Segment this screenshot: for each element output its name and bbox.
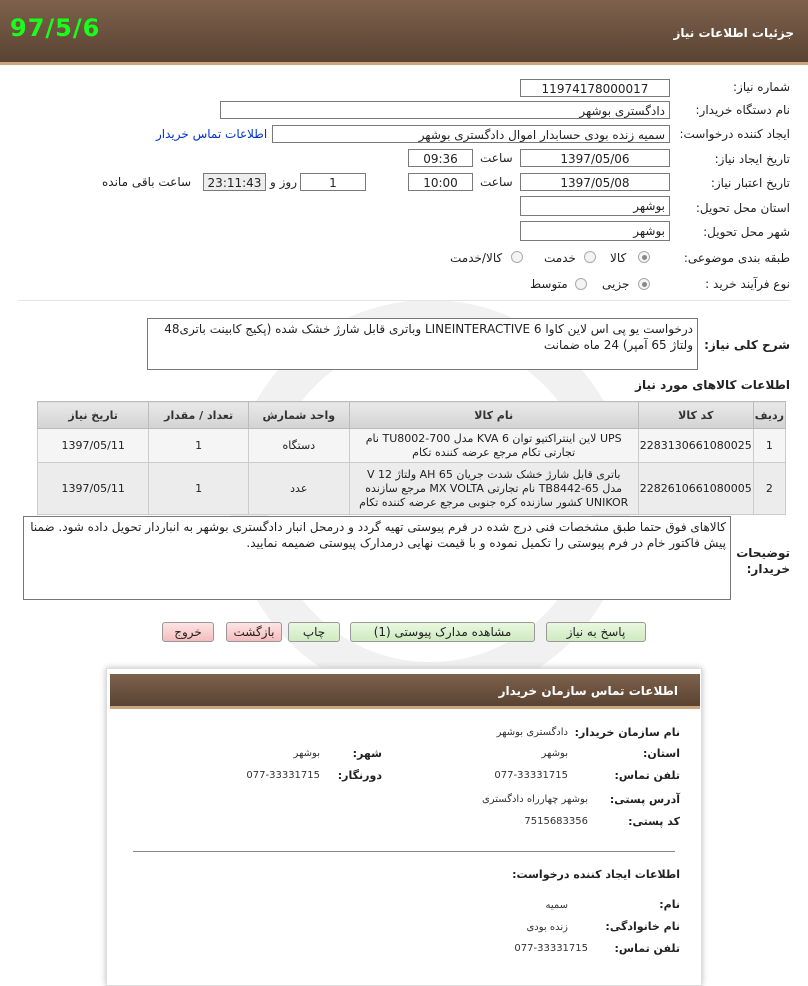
- category-label: طبقه بندی موضوعی:: [683, 251, 790, 265]
- goods-table: [37, 401, 786, 515]
- contact-postal-label: کد پستی:: [628, 815, 680, 828]
- province-label: استان محل تحویل:: [695, 201, 790, 215]
- print-button[interactable]: چاپ: [288, 622, 340, 642]
- col-unit: واحد شمارش: [248, 402, 349, 429]
- buyer-contact-link[interactable]: اطلاعات تماس خریدار: [156, 127, 268, 141]
- contact-province-value: بوشهر: [541, 748, 568, 759]
- creator-name-value: سمیه: [545, 900, 568, 911]
- buyer-org-label: نام دستگاه خریدار:: [695, 103, 790, 117]
- contact-phone-label: تلفن تماس:: [614, 769, 680, 782]
- reply-button[interactable]: پاسخ به نیاز: [546, 622, 646, 642]
- city-label: شهر محل تحویل:: [703, 225, 790, 239]
- item-name: UPS لاین اینتراکتیو توان 6 KVA مدل TU8002-700 نام تجارتی تکام مرجع عرضه کننده تکام: [349, 429, 638, 463]
- date-stamp: 97/5/6: [10, 14, 101, 42]
- col-row: ردیف: [753, 402, 785, 429]
- valid-date-field: 1397/05/08: [520, 173, 670, 191]
- buyer-org-field: دادگستری بوشهر: [220, 101, 670, 119]
- back-button[interactable]: بازگشت: [226, 622, 282, 642]
- valid-time-label: ساعت: [480, 175, 513, 189]
- contact-postal-value: 7515683356: [524, 816, 588, 827]
- city-field: بوشهر: [520, 221, 670, 241]
- col-name: نام کالا: [349, 402, 638, 429]
- remaining-time-field: 23:11:43: [203, 173, 266, 191]
- item-date: 1397/05/11: [38, 429, 149, 463]
- contact-panel: [106, 668, 702, 986]
- category-radio-service[interactable]: [584, 251, 596, 263]
- creator-lastname-label: نام خانوادگی:: [605, 920, 680, 933]
- category-goods-label: کالا: [610, 251, 627, 265]
- requester-field: سمیه زنده بودی حسابدار اموال دادگستری بوشهر: [272, 125, 670, 143]
- table-row: [38, 463, 786, 515]
- item-name: باتری قابل شارژ خشک شدت جریان 65 AH ولتاژ 12 V مدل TB8442-65 نام تجارتی MX VOLTA مرجع سازنده UNIKOR کشور سازنده کره جنوبی مرجع عرضه کننده تکام: [349, 463, 638, 515]
- create-time-label: ساعت: [480, 151, 513, 165]
- requester-label: ایجاد کننده درخواست:: [679, 127, 790, 141]
- attachments-button[interactable]: مشاهده مدارک پیوستی (1): [350, 622, 535, 642]
- creator-lastname-value: زنده بودی: [526, 922, 568, 933]
- table-row: [38, 429, 786, 463]
- item-code: 2283130661080025: [638, 429, 753, 463]
- category-radio-goods[interactable]: [638, 251, 650, 263]
- creator-phone-value: 077-33331715: [514, 943, 588, 954]
- contact-city-value: بوشهر: [293, 748, 320, 759]
- create-time-field: 09:36: [408, 149, 473, 167]
- contact-fax-value: 077-33331715: [246, 770, 320, 781]
- contact-org-value: دادگستری بوشهر: [496, 727, 568, 738]
- row-number: 1: [753, 429, 785, 463]
- create-date-label: تاریخ ایجاد نیاز:: [714, 152, 790, 166]
- purchase-type-label: نوع فرآیند خرید :: [705, 277, 790, 291]
- need-number-label: شماره نیاز:: [733, 80, 790, 94]
- contact-phone-value: 077-33331715: [494, 770, 568, 781]
- purchase-minor-label: جزیی: [602, 277, 630, 291]
- days-field: 1: [300, 173, 366, 191]
- item-unit: عدد: [248, 463, 349, 515]
- creator-name-label: نام:: [659, 898, 680, 911]
- province-field: بوشهر: [520, 196, 670, 216]
- summary-label: شرح کلی نیاز:: [704, 338, 790, 352]
- contact-title: اطلاعات تماس سازمان خریدار: [498, 684, 678, 698]
- contact-city-label: شهر:: [352, 747, 382, 760]
- contact-fax-label: دورنگار:: [337, 769, 382, 782]
- contact-province-label: استان:: [643, 747, 680, 760]
- item-qty: 1: [149, 429, 249, 463]
- contact-divider: [133, 851, 675, 852]
- purchase-radio-minor[interactable]: [638, 278, 650, 290]
- purchase-radio-medium[interactable]: [575, 278, 587, 290]
- contact-address-value: بوشهر چهارراه دادگستری: [481, 794, 588, 805]
- item-unit: دستگاه: [248, 429, 349, 463]
- row-number: 2: [753, 463, 785, 515]
- contact-address-label: آدرس پستی:: [609, 793, 680, 806]
- col-qty: تعداد / مقدار: [149, 402, 249, 429]
- contact-header: [110, 674, 700, 709]
- purchase-medium-label: متوسط: [530, 277, 568, 291]
- divider: [18, 300, 790, 301]
- need-number-field: 11974178000017: [520, 79, 670, 97]
- create-date-field: 1397/05/06: [520, 149, 670, 167]
- page-header: [0, 0, 808, 65]
- item-qty: 1: [149, 463, 249, 515]
- category-service-label: خدمت: [544, 251, 576, 265]
- item-code: 2282610661080005: [638, 463, 753, 515]
- creator-phone-label: تلفن تماس:: [614, 942, 680, 955]
- remaining-label: ساعت باقی مانده: [102, 175, 192, 189]
- valid-time-field: 10:00: [408, 173, 473, 191]
- page-title: جزئیات اطلاعات نیاز: [673, 26, 794, 40]
- summary-text: درخواست یو پی اس لاین کاوا LINEINTERACTIVE 6 وباتری قابل شارژ خشک شده (پکیج کابینت باتری48 ولتاژ 65 آمپر) 24 ماه ضمانت: [147, 318, 698, 370]
- days-label: روز و: [270, 175, 297, 189]
- category-goods-service-label: کالا/خدمت: [450, 251, 503, 265]
- col-date: تاریخ نیاز: [38, 402, 149, 429]
- goods-section-title: اطلاعات کالاهای مورد نیاز: [635, 378, 790, 392]
- creator-title: اطلاعات ایجاد کننده درخواست:: [512, 868, 680, 881]
- category-radio-goods-service[interactable]: [511, 251, 523, 263]
- valid-date-label: تاریخ اعتبار نیاز:: [710, 176, 790, 190]
- col-code: کد کالا: [638, 402, 753, 429]
- item-date: 1397/05/11: [38, 463, 149, 515]
- contact-org-label: نام سازمان خریدار:: [574, 726, 680, 739]
- buyer-notes-text: کالاهای فوق حتما طبق مشخصات فنی درج شده در فرم پیوستی تهیه گردد و درمحل انبار دادگستری بوشهر به انباردار تحویل داده شود. ضمنا پیش فاکتور خام در فرم پیوستی را تکمیل نموده و با قیمت نهایی درمدارک پیوستی ضمیمه نمایید.: [23, 516, 731, 600]
- buyer-notes-label: توضیحات خریدار:: [736, 546, 790, 576]
- exit-button[interactable]: خروج: [162, 622, 214, 642]
